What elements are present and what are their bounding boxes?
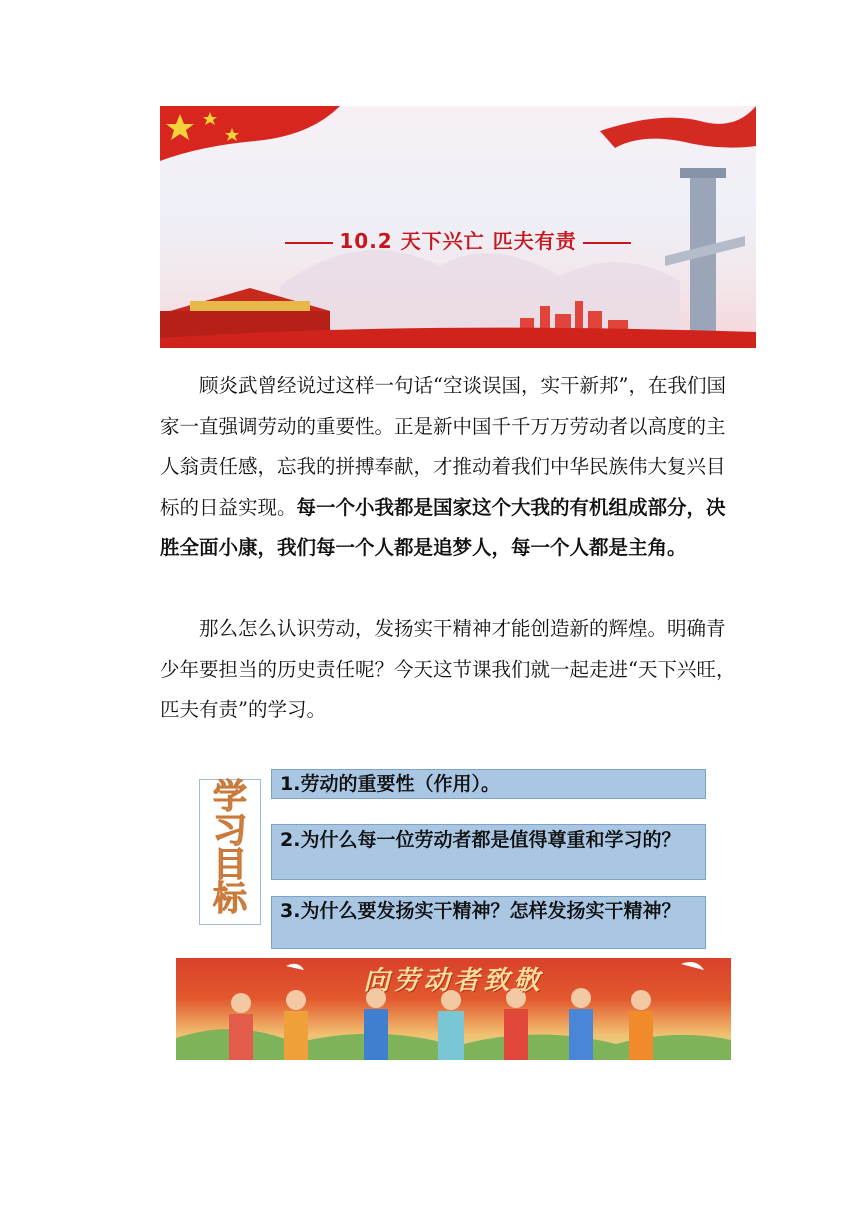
intro-bold-text: 每一个小我都是国家这个大我的有机组成部分，决胜全面小康，我们每一个人都是追梦人，每一个人都是主角。 (160, 495, 726, 559)
title-rule-left (285, 242, 333, 244)
objectives-tag-char: 学 (213, 777, 247, 817)
objective-item-2: 2.为什么每一位劳动者都是值得尊重和学习的？ (271, 824, 706, 880)
lead-in-paragraph (160, 609, 736, 731)
objective-item-1: 1.劳动的重要性（作用）。 (271, 769, 706, 799)
workers-banner-title: 向劳动者致敬 (363, 966, 544, 996)
objectives-tag (199, 779, 261, 925)
objectives-tag-char: 目 (213, 845, 247, 885)
banner-title-text: 10.2 天下兴亡 匹夫有责 (339, 229, 577, 253)
title-rule-right (583, 242, 631, 244)
objective-item-3: 3.为什么要发扬实干精神？怎样发扬实干精神？ (271, 896, 706, 949)
intro-text: 顾炎武曾经说过这样一句话“空谈误国，实干新邦”，在我们国家一直强调劳动的重要性。正是新中国千千万万劳动者以高度的主人翁责任感，忘我的拼搏奉献，才推动着我们中华民族伟大复兴目标的日益实现。 (160, 374, 726, 519)
banner-title (160, 225, 756, 254)
workers-banner-image (176, 958, 731, 1060)
lead-in-text: 那么怎么认识劳动，发扬实干精神才能创造新的辉煌。明确青少年要担当的历史责任呢？今天这节课我们就一起走进“天下兴旺，匹夫有责”的学习。 (160, 617, 736, 721)
intro-paragraph (160, 366, 736, 569)
objectives-tag-char: 标 (213, 879, 247, 919)
lesson-banner-image (160, 106, 756, 348)
objectives-tag-char: 习 (213, 811, 247, 851)
